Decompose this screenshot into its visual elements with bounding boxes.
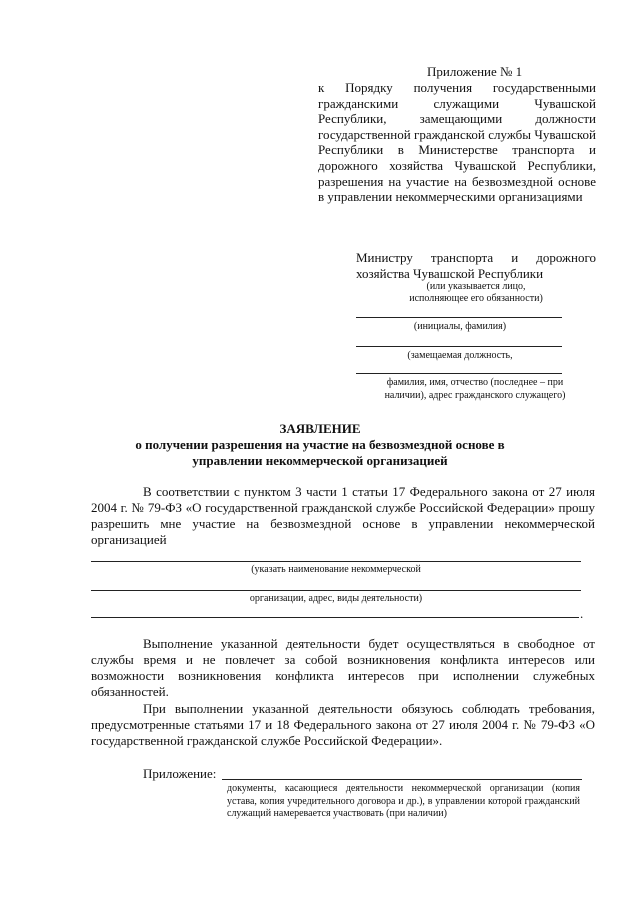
document-title: ЗАЯВЛЕНИЕ: [279, 421, 361, 436]
hint-org-address: организации, адрес, виды деятельности): [249, 593, 423, 604]
attachment-hint: документы, касающиеся деятельности некоммерческой организации (копия устава, копия учредительного договора и др.), в управлении которой гражданский служащий намеревается участвовать (при наличии): [227, 783, 580, 819]
hint-fio-address: фамилия, имя, отчество (последнее – при наличии), адрес гражданского служащего): [384, 377, 566, 401]
hint-initials: (инициалы, фамилия): [413, 321, 507, 332]
initials-field-line[interactable]: [356, 317, 562, 318]
annex-reference: к Порядку получения государственными гражданскими служащими Чувашской Республики, замещающими должности государственной гражданской службы Чувашской Республики в Министерстве транспорта и дорожного хозяйства Чувашской Республики, разрешения на участие на безвозмездной основе в управлении некоммерческими организациями: [318, 80, 596, 205]
fio-field-line[interactable]: [356, 373, 562, 374]
addressee-minister: Министру транспорта и дорожного хозяйства Чувашской Республики: [356, 250, 596, 281]
hint-position: (замещаемая должность,: [407, 350, 513, 361]
no-conflict-statement: Выполнение указанной деятельности будет осуществляться в свободное от службы время и не повлечет за собой возникновения конфликта интересов или возможности возникновения конфликта интересов при исполнении служебных обязанностей.: [91, 636, 595, 699]
line-end-dot: .: [580, 606, 584, 621]
hint-person-line2: исполняющее его обязанности): [409, 293, 543, 304]
request-paragraph: В соответствии с пунктом 3 части 1 статьи 17 Федерального закона от 27 июля 2004 г. № 79-ФЗ «О государственной гражданской службе Российской Федерации» прошу разрешить мне участие на безвозмездной основе в управлении некоммерческой организацией: [91, 484, 595, 547]
annex-title: Приложение № 1: [427, 64, 523, 79]
attachment-label: Приложение:: [143, 766, 217, 781]
hint-org-name: (указать наименование некоммерческой: [251, 564, 421, 575]
attachment-field-line[interactable]: [222, 779, 582, 780]
org-activity-field-line[interactable]: [91, 617, 579, 618]
document-subtitle: о получении разрешения на участие на безвозмездной основе в управлении некоммерческой организацией: [135, 437, 505, 468]
compliance-statement: При выполнении указанной деятельности обязуюсь соблюдать требования, предусмотренные статьями 17 и 18 Федерального закона от 27 июля 2004 г. № 79-ФЗ «О государственной гражданской службе Российской Федерации».: [91, 701, 595, 748]
hint-person-line1: (или указывается лицо,: [426, 281, 526, 292]
org-name-field-line[interactable]: [91, 561, 581, 562]
org-address-field-line[interactable]: [91, 590, 581, 591]
position-field-line[interactable]: [356, 346, 562, 347]
